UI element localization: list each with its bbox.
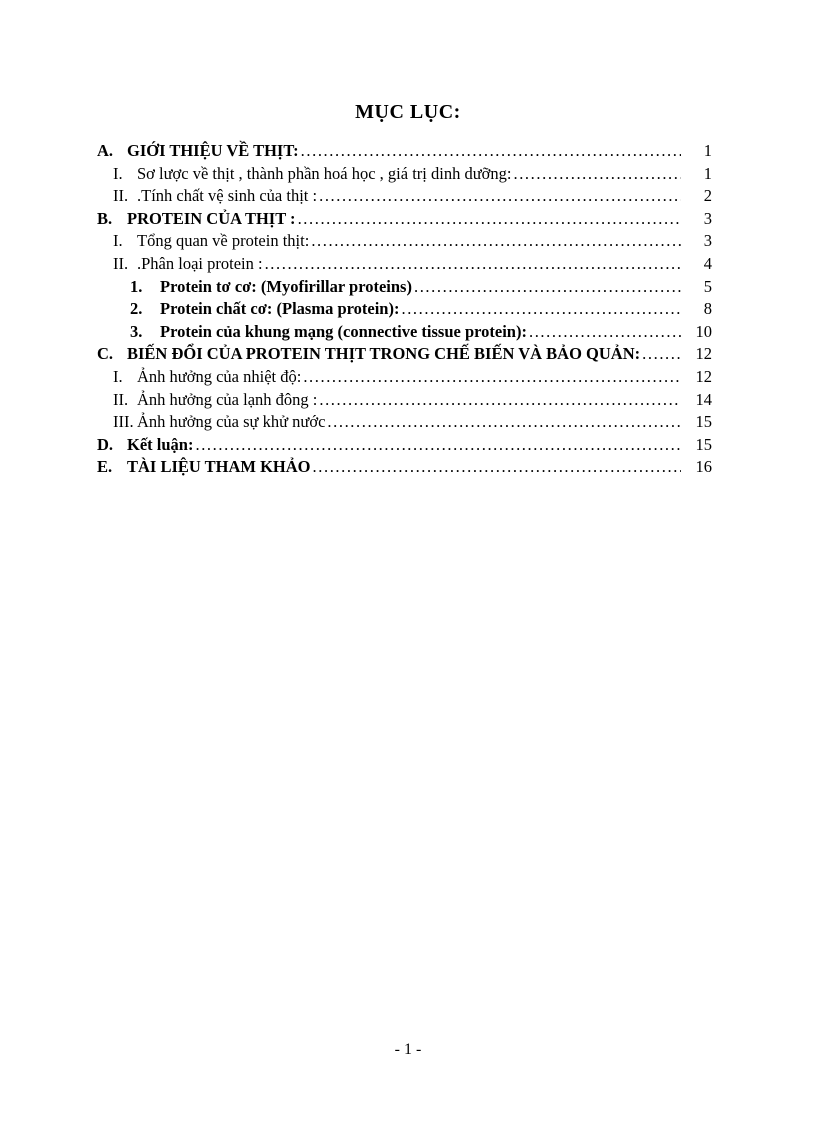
toc-entry-page: 8	[703, 299, 712, 319]
toc-entry-label: .Phân loại protein :	[137, 253, 263, 273]
dot-leader	[195, 434, 681, 457]
toc-entry-marker: C.	[97, 344, 114, 364]
toc-entry-label: .Tính chất vệ sinh của thịt :	[137, 186, 318, 206]
dot-leader	[319, 389, 681, 412]
toc-entry-page: 15	[695, 412, 712, 432]
toc-entry-label: PROTEIN CỦA THỊT :	[127, 208, 296, 228]
toc-entry-marker: A.	[97, 141, 114, 160]
dot-leader	[642, 343, 681, 366]
toc-entry-marker: II.	[113, 253, 129, 273]
toc-entry-label: Ảnh hưởng của sự khử nước	[137, 412, 326, 432]
page-number: - 1 -	[394, 1041, 422, 1058]
toc-entry-marker: I.	[113, 231, 123, 251]
toc-entry	[0, 456, 712, 479]
toc-entry	[0, 140, 712, 163]
toc-entry	[0, 253, 712, 276]
toc-entry	[0, 434, 712, 457]
toc-entry-page: 5	[703, 276, 712, 296]
toc-entry-label: Protein tơ cơ: (Myofirillar proteins)	[160, 276, 412, 296]
toc-entry	[0, 411, 712, 434]
toc-entry-label: Ảnh hưởng của lạnh đông :	[137, 389, 318, 409]
dot-leader	[319, 185, 681, 208]
dot-leader	[303, 366, 681, 389]
dot-leader	[313, 456, 681, 479]
toc-entry	[0, 163, 712, 186]
toc-entry-page: 12	[695, 366, 712, 386]
dot-leader	[513, 163, 681, 186]
toc-entry	[0, 276, 712, 299]
toc-entry	[0, 321, 712, 344]
dot-leader	[298, 208, 681, 231]
toc-entry-page: 10	[695, 321, 712, 341]
toc-entry-label: Protein chất cơ: (Plasma protein):	[160, 299, 400, 319]
toc-entry-page: 1	[703, 163, 712, 183]
toc-entry	[0, 185, 712, 208]
toc-entry-marker: D.	[97, 434, 114, 454]
toc-entry-label: Kết luận:	[127, 434, 194, 454]
toc-entry-label: Ảnh hưởng của nhiệt độ:	[137, 366, 302, 386]
toc-entry-page: 1	[703, 141, 712, 160]
toc-entry-label: Tổng quan về protein thịt:	[137, 231, 310, 251]
toc-entry	[0, 208, 712, 231]
dot-leader	[301, 140, 681, 163]
toc-list	[0, 140, 816, 479]
toc-entry-marker: I.	[113, 163, 123, 183]
toc-entry	[0, 298, 712, 321]
toc-entry	[0, 343, 712, 366]
dot-leader	[529, 321, 681, 344]
dot-leader	[414, 276, 681, 299]
toc-entry-marker: II.	[113, 186, 129, 206]
toc-entry-label: Sơ lược về thịt , thành phần hoá học , giá trị dinh dưỡng:	[137, 163, 512, 183]
toc-entry-label: BIẾN ĐỔI CỦA PROTEIN THỊT TRONG CHẾ BIẾN VÀ BẢO QUẢN:	[127, 344, 641, 364]
toc-entry-marker: E.	[97, 457, 113, 477]
toc-entry-page: 2	[703, 186, 712, 206]
toc-entry-page: 4	[703, 253, 712, 273]
toc-entry-marker: II.	[113, 389, 129, 409]
toc-entry	[0, 366, 712, 389]
toc-title: MỤC LỤC:	[355, 101, 461, 123]
toc-entry-label: GIỚI THIỆU VỀ THỊT:	[127, 141, 299, 160]
toc-entry-marker: 3.	[130, 321, 143, 341]
table-of-contents	[0, 100, 816, 479]
toc-entry-page: 3	[703, 208, 712, 228]
toc-entry	[0, 230, 712, 253]
toc-entry-page: 14	[695, 389, 712, 409]
toc-entry-marker: 2.	[130, 299, 143, 319]
toc-entry-page: 12	[695, 344, 712, 364]
toc-entry-page: 3	[703, 231, 712, 251]
toc-entry-marker: 1.	[130, 276, 143, 296]
dot-leader	[327, 411, 681, 434]
toc-entry-page: 16	[695, 457, 712, 477]
dot-leader	[265, 253, 681, 276]
toc-entry-marker: B.	[97, 208, 113, 228]
toc-entry	[0, 389, 712, 412]
toc-entry-marker: I.	[113, 366, 123, 386]
dot-leader	[311, 230, 681, 253]
toc-entry-page: 15	[695, 434, 712, 454]
toc-entry-label: Protein của khung mạng (connective tissue protein):	[160, 321, 527, 341]
toc-entry-label: TÀI LIỆU THAM KHẢO	[127, 457, 311, 477]
toc-entry-marker: III.	[113, 412, 134, 432]
dot-leader	[401, 298, 681, 321]
